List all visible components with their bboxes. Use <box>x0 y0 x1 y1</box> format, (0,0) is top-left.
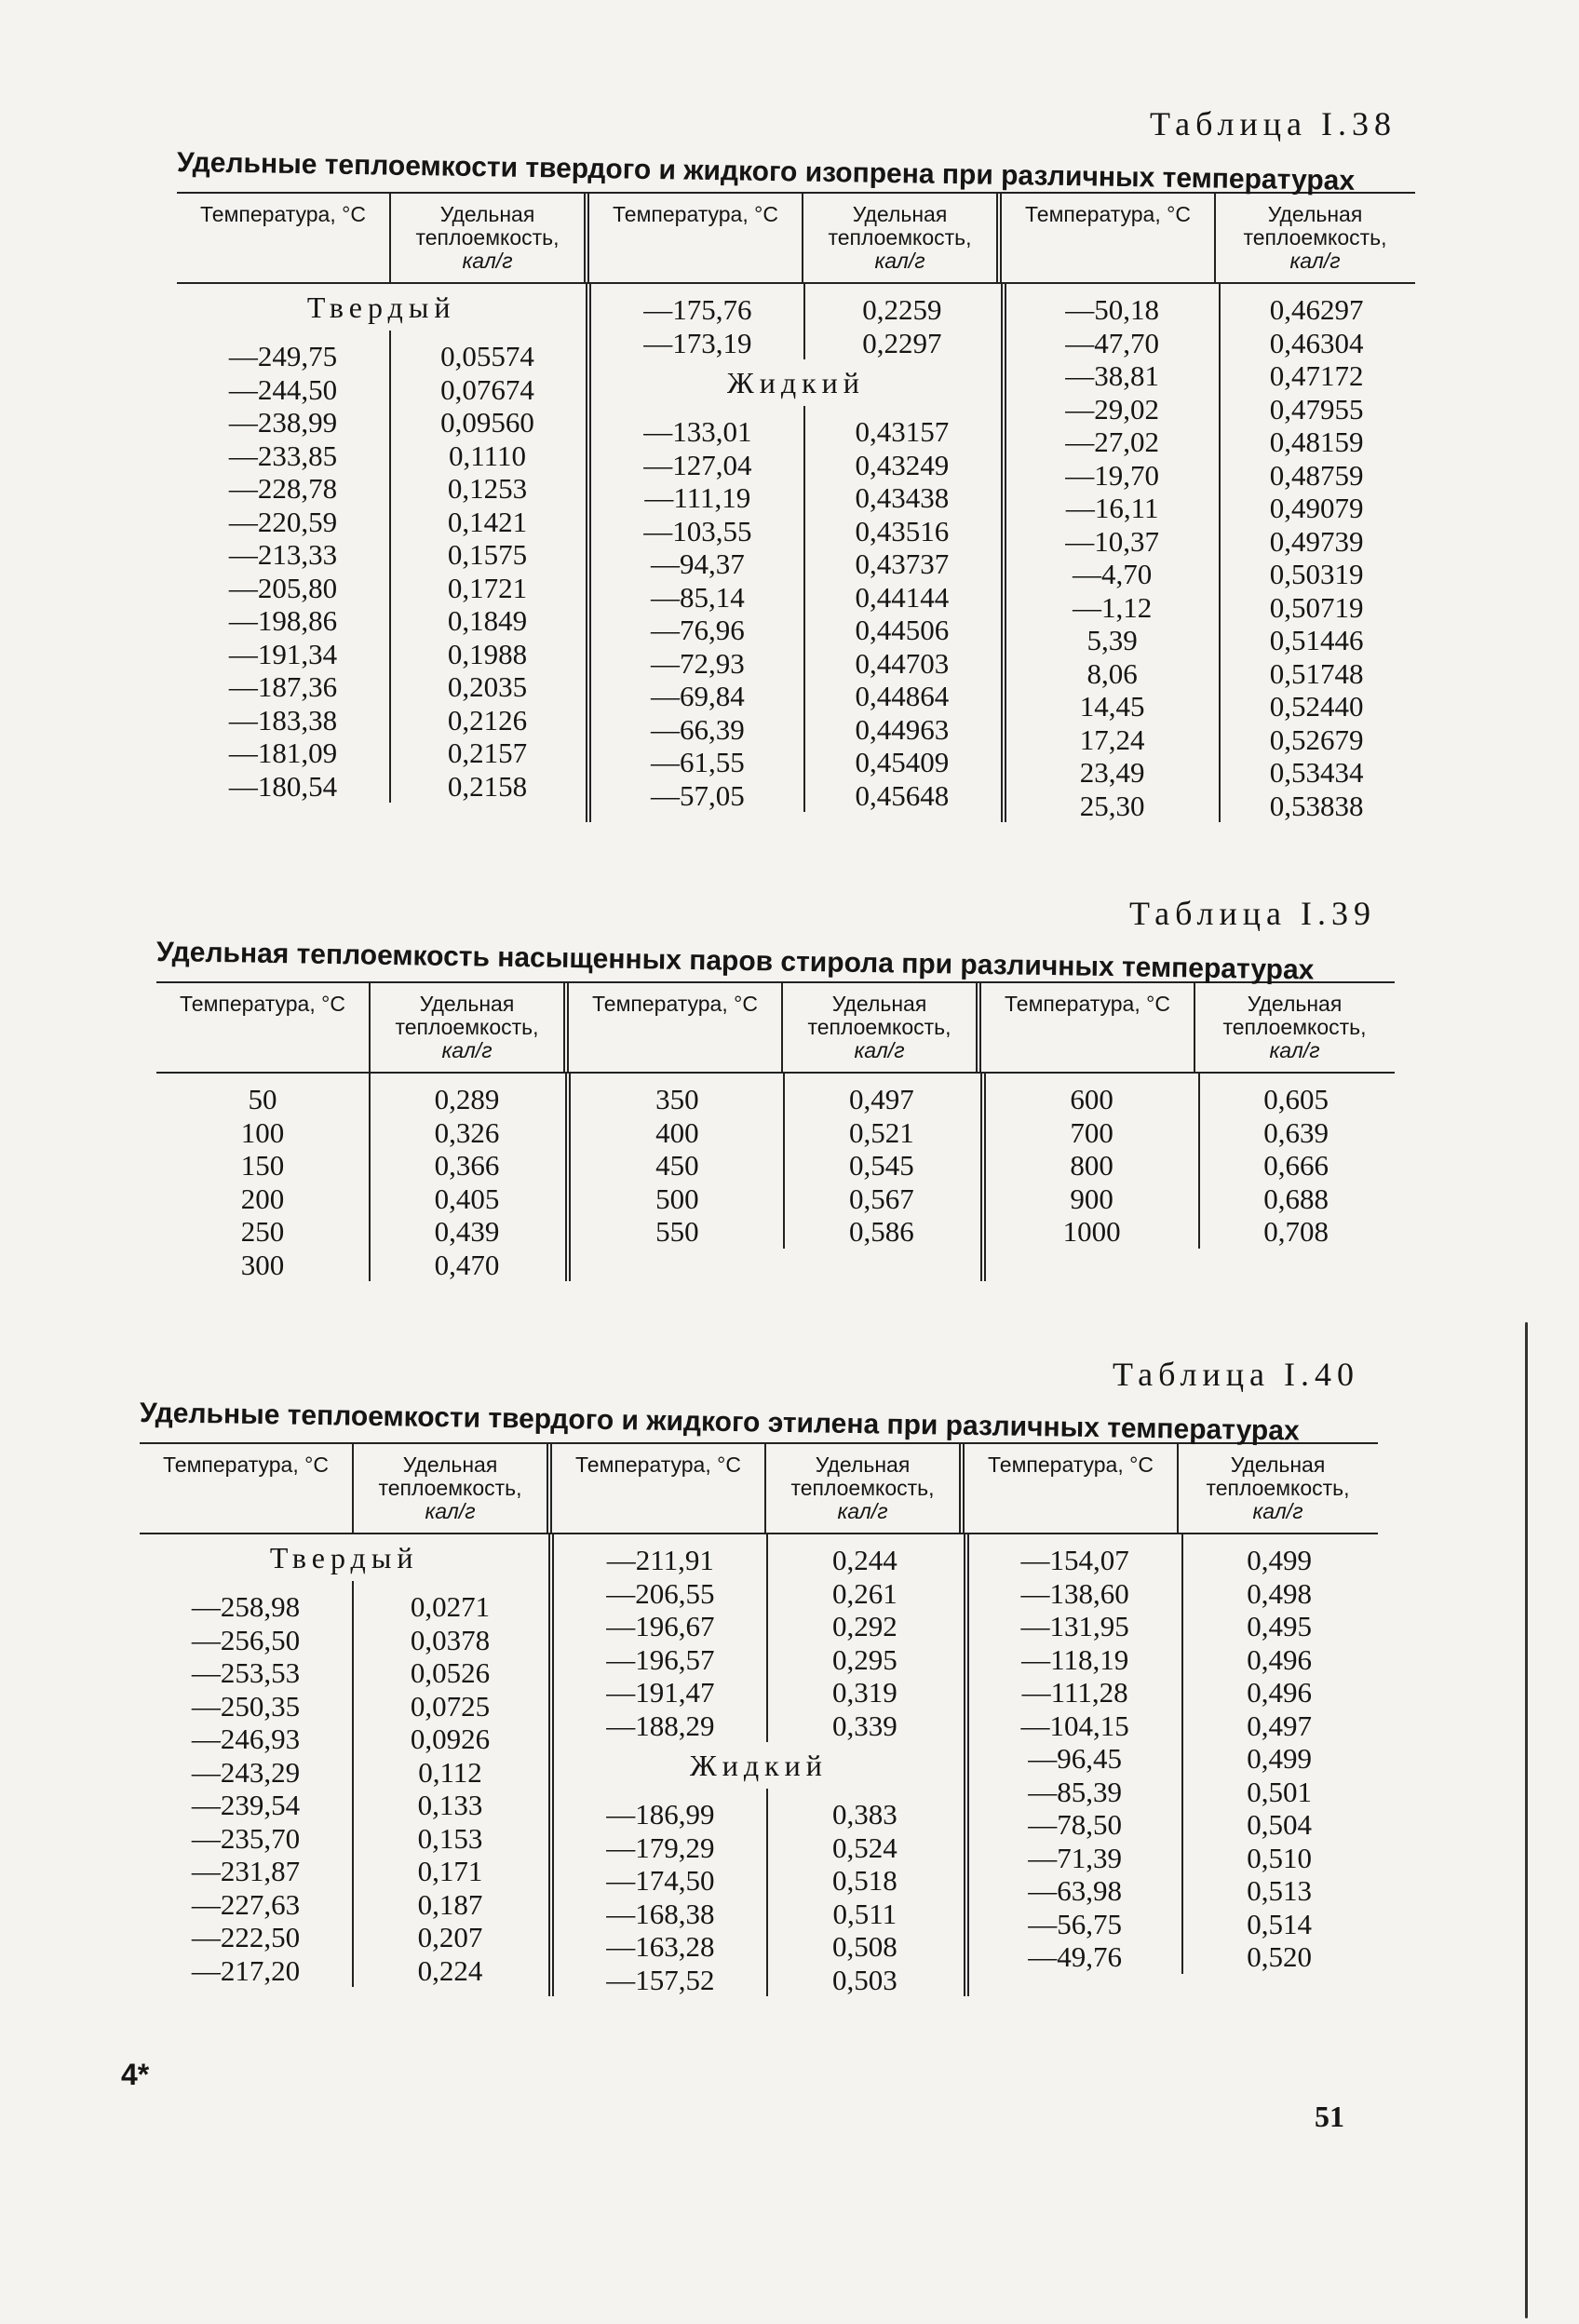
temperature-value: —213,33 <box>228 538 338 571</box>
temperature-value: 23,49 <box>1079 756 1145 789</box>
temperature-value: —111,28 <box>1021 1676 1128 1709</box>
temperature-value: —38,81 <box>1065 359 1160 392</box>
table-body <box>156 1074 1395 1281</box>
column-group <box>1006 284 1415 822</box>
column-group <box>177 284 591 822</box>
temperature-value: —157,52 <box>606 1963 715 1996</box>
heat-capacity-column <box>1200 1074 1393 1249</box>
temperature-value: —211,91 <box>606 1544 714 1576</box>
heat-capacity-value: 0,45409 <box>855 746 950 778</box>
data-block <box>969 1534 1378 1974</box>
temperature-value: —72,93 <box>650 646 745 680</box>
data-block <box>554 1534 963 1742</box>
heat-capacity-value: 0,43516 <box>855 514 950 547</box>
temperature-value: —244,50 <box>228 372 338 406</box>
temperature-column <box>969 1534 1183 1974</box>
column-group <box>554 1534 968 1996</box>
header-heat-capacity <box>391 194 589 282</box>
temperature-value: —138,60 <box>1020 1576 1129 1610</box>
heat-capacity-value: 0,51446 <box>1269 624 1364 656</box>
heat-capacity-value: 0,224 <box>417 1953 483 1987</box>
column-group <box>591 284 1005 822</box>
heat-capacity-value: 0,405 <box>434 1182 500 1215</box>
temperature-value: 350 <box>655 1083 699 1115</box>
temperature-value: —198,86 <box>228 604 338 637</box>
heat-capacity-value: 0,504 <box>1247 1808 1313 1841</box>
temperature-value: 100 <box>240 1115 285 1149</box>
temperature-value: —256,50 <box>191 1623 301 1656</box>
heat-capacity-value: 0,2259 <box>862 293 942 326</box>
temperature-value: —196,57 <box>606 1642 715 1676</box>
table-header <box>156 981 1395 1074</box>
temperature-value: 400 <box>655 1115 699 1149</box>
temperature-value: —133,01 <box>643 415 752 448</box>
heat-capacity-value: 0,499 <box>1247 1742 1313 1775</box>
temperature-value: 500 <box>655 1182 699 1215</box>
temperature-value: —205,80 <box>228 571 338 604</box>
temperature-value: —183,38 <box>228 703 338 736</box>
heat-capacity-value: 0,518 <box>831 1864 897 1897</box>
heat-capacity-value: 0,510 <box>1247 1841 1313 1874</box>
heat-capacity-value: 0,45648 <box>855 778 950 812</box>
heat-capacity-value: 0,44506 <box>855 614 950 646</box>
heat-capacity-column <box>768 1789 961 1996</box>
heat-capacity-value: 0,0725 <box>410 1689 491 1723</box>
temperature-value: 150 <box>240 1149 285 1182</box>
temperature-value: —94,37 <box>650 547 745 580</box>
heat-capacity-value: 0,43249 <box>855 448 950 481</box>
temperature-value: 14,45 <box>1079 690 1145 723</box>
temperature-value: —19,70 <box>1065 458 1160 492</box>
heat-capacity-value: 0,326 <box>434 1115 500 1149</box>
temperature-column <box>554 1789 768 1996</box>
temperature-value: —47,70 <box>1065 326 1160 359</box>
temperature-value: —180,54 <box>228 769 338 803</box>
header-unit: кал/г <box>854 1038 905 1062</box>
header-heat-capacity-label: Удельная теплоемкость, <box>378 1452 522 1500</box>
temperature-value: —78,50 <box>1028 1808 1123 1841</box>
temperature-value: —1,12 <box>1073 590 1153 624</box>
heat-capacity-column <box>1183 1534 1376 1974</box>
table-1-39 <box>156 894 1395 1281</box>
heat-capacity-value: 0,524 <box>831 1831 897 1864</box>
data-block <box>140 1581 548 1987</box>
heat-capacity-value: 0,383 <box>831 1798 897 1831</box>
header-heat-capacity <box>371 983 569 1072</box>
heat-capacity-value: 0,545 <box>848 1149 914 1182</box>
column-group <box>969 1534 1378 1996</box>
temperature-value: —239,54 <box>191 1789 301 1821</box>
data-block <box>571 1074 979 1249</box>
heat-capacity-value: 0,688 <box>1263 1182 1329 1215</box>
heat-capacity-value: 0,261 <box>831 1576 897 1610</box>
temperature-value: —233,85 <box>228 439 338 472</box>
header-temperature: Температура, °С <box>1002 194 1216 282</box>
temperature-value: —228,78 <box>228 472 338 505</box>
temperature-value: 17,24 <box>1079 723 1145 756</box>
heat-capacity-value: 0,50319 <box>1269 558 1364 590</box>
heat-capacity-column <box>391 331 584 803</box>
state-label: Твердый <box>269 1541 419 1574</box>
header-temperature: Температура, °С <box>569 983 783 1072</box>
temperature-value: 200 <box>240 1182 285 1215</box>
table-header <box>177 192 1415 284</box>
heat-capacity-value: 0,244 <box>831 1544 897 1576</box>
column-group <box>986 1074 1395 1281</box>
heat-capacity-value: 0,567 <box>848 1182 914 1215</box>
temperature-value: —76,96 <box>650 614 745 646</box>
state-label: Твердый <box>306 290 456 324</box>
temperature-value: —243,29 <box>191 1755 301 1789</box>
heat-capacity-value: 0,319 <box>831 1676 897 1709</box>
table-body <box>177 284 1415 822</box>
temperature-column <box>554 1534 768 1742</box>
temperature-value: —187,36 <box>228 670 338 703</box>
heat-capacity-value: 0,49079 <box>1269 492 1364 524</box>
temperature-value: —57,05 <box>650 778 745 812</box>
data-block <box>986 1074 1395 1249</box>
table-label: Таблица I.40 <box>1113 1356 1359 1393</box>
header-heat-capacity-label: Удельная теплоемкость, <box>1243 202 1387 250</box>
temperature-value: —222,50 <box>191 1921 301 1953</box>
header-unit: кал/г <box>1252 1499 1303 1523</box>
temperature-column <box>140 1581 354 1987</box>
temperature-value: 550 <box>655 1215 699 1248</box>
temperature-value: —131,95 <box>1020 1610 1129 1642</box>
header-temperature: Температура, °С <box>177 194 391 282</box>
temperature-value: —29,02 <box>1065 392 1160 426</box>
heat-capacity-value: 0,50719 <box>1269 590 1364 624</box>
heat-capacity-value: 0,53838 <box>1269 789 1364 822</box>
temperature-value: —258,98 <box>191 1590 301 1623</box>
table-1-38 <box>177 104 1415 822</box>
header-unit: кал/г <box>1289 249 1341 273</box>
temperature-value: 900 <box>1070 1182 1113 1215</box>
heat-capacity-value: 0,497 <box>848 1083 914 1115</box>
header-temperature: Температура, °С <box>140 1444 354 1533</box>
data-block <box>177 331 586 803</box>
header-unit: кал/г <box>837 1499 888 1523</box>
heat-capacity-column <box>805 406 998 812</box>
temperature-value: 1000 <box>1062 1215 1121 1248</box>
heat-capacity-value: 0,0378 <box>410 1623 491 1656</box>
heat-capacity-column <box>371 1074 563 1281</box>
header-unit: кал/г <box>874 249 925 273</box>
heat-capacity-value: 0,0271 <box>410 1590 491 1623</box>
temperature-value: 50 <box>248 1083 277 1115</box>
temperature-value: —238,99 <box>228 406 338 439</box>
temperature-value: —174,50 <box>606 1864 715 1897</box>
header-heat-capacity-label: Удельная теплоемкость, <box>790 1452 935 1500</box>
header-heat-capacity-label: Удельная теплоемкость, <box>395 992 539 1039</box>
temperature-value: —96,45 <box>1028 1742 1123 1775</box>
temperature-value: —71,39 <box>1028 1841 1123 1874</box>
state-label: Жидкий <box>690 1749 828 1782</box>
heat-capacity-column <box>805 284 998 359</box>
heat-capacity-value: 0,47955 <box>1269 392 1364 426</box>
header-heat-capacity <box>783 983 981 1072</box>
temperature-value: —191,47 <box>606 1676 715 1709</box>
heat-capacity-value: 0,0526 <box>410 1656 491 1689</box>
heat-capacity-value: 0,44864 <box>855 680 950 712</box>
column-group <box>571 1074 985 1281</box>
heat-capacity-value: 0,639 <box>1263 1115 1329 1149</box>
heat-capacity-value: 0,43737 <box>855 547 950 580</box>
data-block <box>591 284 1000 359</box>
temperature-value: —50,18 <box>1065 293 1160 326</box>
temperature-value: —104,15 <box>1020 1709 1129 1742</box>
header-heat-capacity-label: Удельная теплоемкость, <box>1222 992 1367 1039</box>
header-heat-capacity <box>1179 1444 1377 1533</box>
temperature-value: —227,63 <box>191 1887 301 1921</box>
temperature-value: —235,70 <box>191 1821 301 1855</box>
temperature-value: —49,76 <box>1028 1940 1123 1973</box>
state-label: Жидкий <box>727 366 865 399</box>
heat-capacity-value: 0,44144 <box>855 580 950 614</box>
header-heat-capacity <box>1216 194 1414 282</box>
header-heat-capacity-label: Удельная теплоемкость, <box>415 202 560 250</box>
heat-capacity-value: 0,1421 <box>447 505 528 538</box>
heat-capacity-value: 0,366 <box>434 1149 500 1182</box>
temperature-value: 8,06 <box>1086 656 1138 690</box>
header-heat-capacity-label: Удельная теплоемкость, <box>828 202 972 250</box>
heat-capacity-value: 0,09560 <box>440 406 534 439</box>
temperature-value: —85,14 <box>650 580 745 614</box>
table-title: Удельные теплоемкости твердого и жидкого этилена при различных температурах <box>139 1398 1300 1447</box>
table-label: Таблица I.39 <box>1129 895 1376 932</box>
temperature-column <box>1006 284 1221 822</box>
temperature-value: —66,39 <box>650 712 745 746</box>
temperature-value: 600 <box>1070 1083 1113 1115</box>
heat-capacity-value: 0,508 <box>831 1930 897 1963</box>
column-group <box>140 1534 554 1996</box>
heat-capacity-value: 0,47172 <box>1269 359 1364 392</box>
data-block <box>591 406 1000 812</box>
temperature-value: —127,04 <box>643 448 752 481</box>
page-edge-shadow <box>1525 1322 1528 2318</box>
heat-capacity-value: 0,514 <box>1247 1907 1313 1940</box>
header-unit: кал/г <box>441 1038 493 1062</box>
header-heat-capacity-label: Удельная теплоемкость, <box>1206 1452 1350 1500</box>
page-number: 51 <box>1315 2100 1344 2133</box>
heat-capacity-value: 0,1721 <box>447 571 528 604</box>
heat-capacity-value: 0,292 <box>831 1610 897 1642</box>
heat-capacity-value: 0,666 <box>1263 1149 1329 1182</box>
heat-capacity-value: 0,708 <box>1263 1215 1329 1248</box>
heat-capacity-value: 0,499 <box>1247 1544 1313 1576</box>
temperature-column <box>571 1074 785 1249</box>
heat-capacity-value: 0,05574 <box>440 340 534 372</box>
heat-capacity-value: 0,439 <box>434 1215 500 1248</box>
temperature-value: —103,55 <box>643 514 752 547</box>
heat-capacity-value: 0,501 <box>1247 1775 1313 1808</box>
heat-capacity-value: 0,207 <box>417 1921 483 1953</box>
data-block <box>554 1789 963 1996</box>
temperature-column <box>986 1074 1200 1249</box>
table-title: Удельная теплоемкость насыщенных паров стирола при различных температурах <box>155 937 1315 986</box>
heat-capacity-value: 0,586 <box>848 1215 914 1248</box>
heat-capacity-value: 0,295 <box>831 1642 897 1676</box>
table-title: Удельные теплоемкости твердого и жидкого изопрена при различных температурах <box>176 147 1356 196</box>
heat-capacity-value: 0,133 <box>417 1789 483 1821</box>
header-unit: кал/г <box>462 249 513 273</box>
signature-mark: 4* <box>121 2058 150 2091</box>
header-temperature: Температура, °С <box>965 1444 1179 1533</box>
header-temperature: Температура, °С <box>589 194 803 282</box>
temperature-value: —186,99 <box>606 1798 715 1831</box>
heat-capacity-value: 0,0926 <box>410 1723 491 1755</box>
heat-capacity-value: 0,43157 <box>855 415 950 448</box>
data-block <box>1006 284 1415 822</box>
temperature-column <box>156 1074 371 1281</box>
temperature-value: —10,37 <box>1065 524 1160 558</box>
header-temperature: Температура, °С <box>552 1444 766 1533</box>
temperature-value: —56,75 <box>1028 1907 1123 1940</box>
temperature-value: —179,29 <box>606 1831 715 1864</box>
heat-capacity-value: 0,52440 <box>1269 690 1364 723</box>
heat-capacity-value: 0,112 <box>418 1755 482 1789</box>
heat-capacity-value: 0,51748 <box>1269 656 1364 690</box>
heat-capacity-value: 0,1849 <box>447 604 528 637</box>
heat-capacity-value: 0,513 <box>1247 1874 1313 1907</box>
temperature-value: —168,38 <box>606 1897 715 1930</box>
temperature-column <box>177 331 391 803</box>
heat-capacity-value: 0,46304 <box>1269 326 1364 359</box>
heat-capacity-column <box>768 1534 961 1742</box>
header-heat-capacity <box>354 1444 552 1533</box>
heat-capacity-value: 0,48159 <box>1269 426 1364 458</box>
heat-capacity-column <box>354 1581 547 1987</box>
heat-capacity-value: 0,1575 <box>447 538 528 571</box>
temperature-value: —246,93 <box>191 1723 301 1755</box>
heat-capacity-value: 0,496 <box>1247 1642 1313 1676</box>
header-heat-capacity-label: Удельная теплоемкость, <box>807 992 951 1039</box>
heat-capacity-value: 0,2035 <box>447 670 528 703</box>
heat-capacity-value: 0,53434 <box>1269 756 1364 789</box>
heat-capacity-value: 0,44703 <box>855 646 950 680</box>
temperature-value: 700 <box>1070 1115 1113 1149</box>
temperature-column <box>591 406 805 812</box>
temperature-value: —69,84 <box>650 680 745 712</box>
column-group <box>156 1074 571 1281</box>
heat-capacity-value: 0,497 <box>1247 1709 1313 1742</box>
temperature-value: —191,34 <box>228 637 338 670</box>
heat-capacity-value: 0,605 <box>1263 1083 1329 1115</box>
temperature-value: —196,67 <box>606 1610 715 1642</box>
temperature-value: —217,20 <box>191 1953 301 1987</box>
header-heat-capacity <box>1195 983 1394 1072</box>
temperature-value: —181,09 <box>228 736 338 769</box>
heat-capacity-value: 0,496 <box>1247 1676 1313 1709</box>
temperature-value: —61,55 <box>650 746 745 778</box>
temperature-value: —220,59 <box>228 505 338 538</box>
temperature-value: —175,76 <box>643 293 752 326</box>
heat-capacity-value: 0,52679 <box>1269 723 1364 756</box>
header-heat-capacity <box>803 194 1002 282</box>
heat-capacity-value: 0,46297 <box>1269 293 1364 326</box>
heat-capacity-value: 0,520 <box>1247 1940 1313 1973</box>
temperature-value: —118,19 <box>1021 1642 1129 1676</box>
temperature-value: —4,70 <box>1073 558 1153 590</box>
heat-capacity-column <box>785 1074 978 1249</box>
temperature-value: 300 <box>240 1248 285 1281</box>
heat-capacity-value: 0,48759 <box>1269 458 1364 492</box>
heat-capacity-value: 0,43438 <box>855 481 950 514</box>
heat-capacity-value: 0,495 <box>1247 1610 1313 1642</box>
heat-capacity-value: 0,171 <box>417 1855 483 1887</box>
temperature-value: —249,75 <box>228 340 338 372</box>
heat-capacity-value: 0,1988 <box>447 637 528 670</box>
heat-capacity-value: 0,2157 <box>447 736 528 769</box>
heat-capacity-value: 0,289 <box>434 1083 500 1115</box>
temperature-value: —27,02 <box>1065 426 1160 458</box>
header-unit: кал/г <box>425 1499 476 1523</box>
temperature-value: —173,19 <box>643 326 752 359</box>
temperature-value: —250,35 <box>191 1689 301 1723</box>
temperature-value: 5,39 <box>1086 624 1138 656</box>
header-unit: кал/г <box>1269 1038 1320 1062</box>
table-header <box>140 1442 1378 1534</box>
heat-capacity-value: 0,521 <box>848 1115 914 1149</box>
temperature-value: —188,29 <box>606 1709 715 1742</box>
data-block <box>156 1074 565 1281</box>
heat-capacity-value: 0,153 <box>417 1821 483 1855</box>
heat-capacity-value: 0,1110 <box>449 439 526 472</box>
table-label: Таблица I.38 <box>1150 105 1397 142</box>
table-body <box>140 1534 1378 1996</box>
temperature-value: —85,39 <box>1028 1775 1123 1808</box>
header-temperature: Температура, °С <box>156 983 371 1072</box>
heat-capacity-value: 0,339 <box>831 1709 897 1742</box>
temperature-value: 800 <box>1070 1149 1113 1182</box>
temperature-value: 250 <box>240 1215 285 1248</box>
temperature-value: —231,87 <box>191 1855 301 1887</box>
heat-capacity-value: 0,2158 <box>447 769 528 803</box>
heat-capacity-value: 0,07674 <box>440 372 534 406</box>
header-temperature: Температура, °С <box>981 983 1195 1072</box>
heat-capacity-value: 0,44963 <box>855 712 950 746</box>
temperature-value: —154,07 <box>1020 1544 1129 1576</box>
temperature-value: 25,30 <box>1079 789 1145 822</box>
temperature-value: —63,98 <box>1028 1874 1123 1907</box>
temperature-value: —253,53 <box>191 1656 301 1689</box>
temperature-column <box>591 284 805 359</box>
temperature-value: —111,19 <box>644 481 751 514</box>
heat-capacity-value: 0,2126 <box>447 703 528 736</box>
heat-capacity-value: 0,49739 <box>1269 524 1364 558</box>
temperature-value: —16,11 <box>1065 492 1159 524</box>
temperature-value: 450 <box>655 1149 699 1182</box>
temperature-value: —206,55 <box>606 1576 715 1610</box>
heat-capacity-value: 0,187 <box>417 1887 483 1921</box>
heat-capacity-value: 0,498 <box>1247 1576 1313 1610</box>
heat-capacity-value: 0,2297 <box>862 326 942 359</box>
heat-capacity-value: 0,470 <box>434 1248 500 1281</box>
heat-capacity-value: 0,1253 <box>447 472 528 505</box>
table-1-40 <box>140 1355 1378 1996</box>
temperature-value: —163,28 <box>606 1930 715 1963</box>
heat-capacity-column <box>1221 284 1413 822</box>
heat-capacity-value: 0,511 <box>832 1897 897 1930</box>
heat-capacity-value: 0,503 <box>831 1963 897 1996</box>
header-heat-capacity <box>766 1444 965 1533</box>
